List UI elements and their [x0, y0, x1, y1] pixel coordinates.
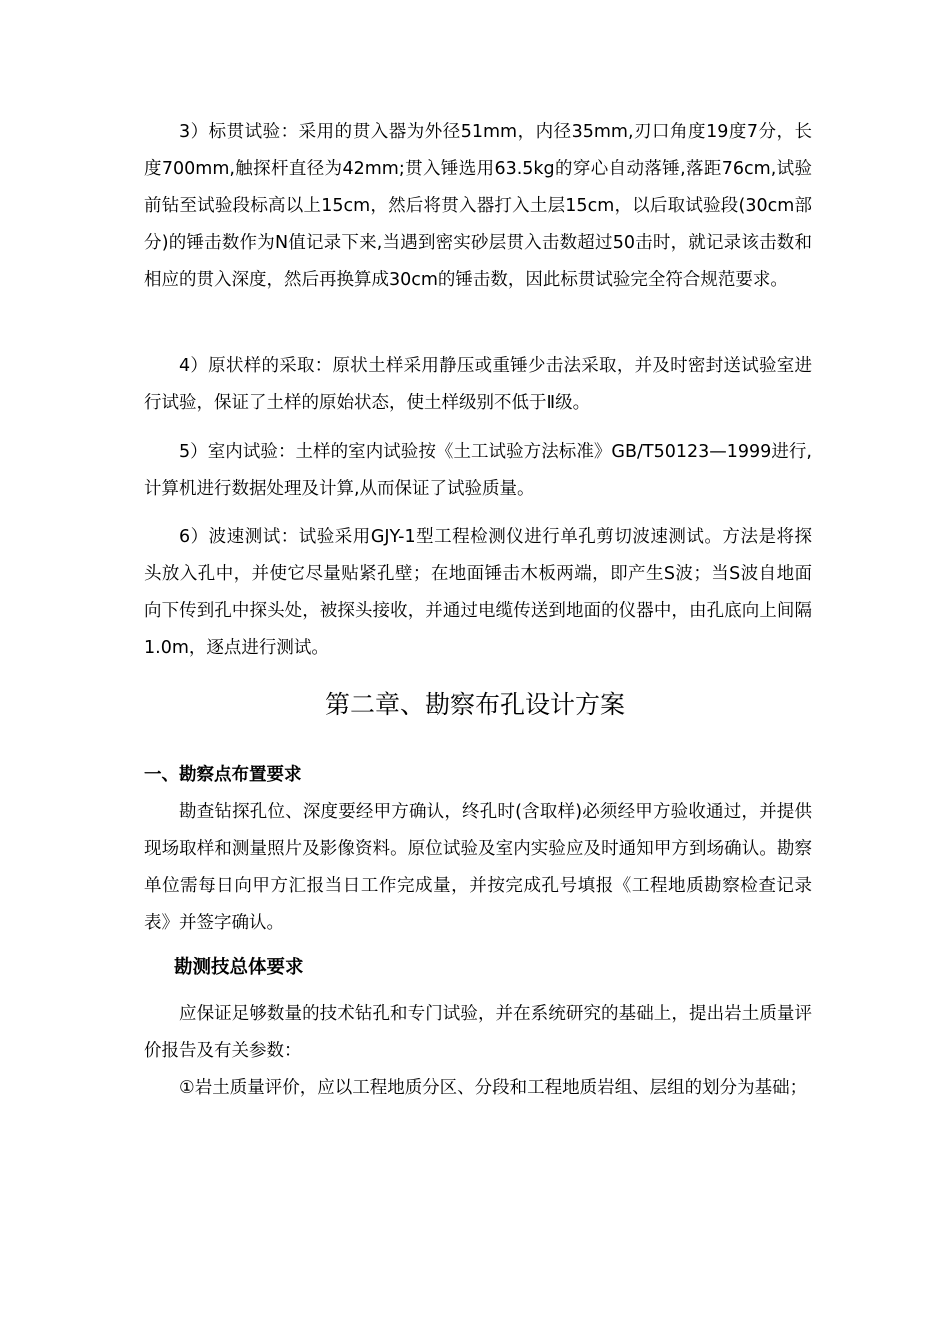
paragraph-requirements-intro: 应保证足够数量的技术钻孔和专门试验，并在系统研究的基础上，提出岩土质量评价报告及有关参数：: [144, 1004, 812, 1061]
paragraph-spt-test: 3）标贯试验：采用的贯入器为外径51mm，内径35mm,刃口角度19度7分，长度700mm,触探杆直径为42mm;贯入锤选用63.5kg的穿心自动落锤,落距76cm,试验前钻至试验段标高以上15cm，然后将贯入器打入土层15cm，以后取试验段(30cm部分)的锤击数作为N值记录下来,当遇到密实砂层贯入击数超过50击时，就记录该击数和相应的贯入深度，然后再换算成30cm的锤击数，因此标贯试验完全符合规范要求。: [144, 122, 812, 290]
paragraph-requirement-item-1: ①岩土质量评价，应以工程地质分区、分段和工程地质岩组、层组的划分为基础；: [179, 1078, 808, 1098]
paragraph-lab-test: 5）室内试验：土样的室内试验按《土工试验方法标准》GB/T50123—1999进行,计算机进行数据处理及计算,从而保证了试验质量。: [144, 442, 812, 499]
paragraph-undisturbed-sampling: 4）原状样的采取：原状土样采用静压或重锤少击法采取，并及时密封送试验室进行试验，保证了土样的原始状态，使土样级别不低于Ⅱ级。: [144, 356, 812, 413]
paragraph-survey-points-body: 勘查钻探孔位、深度要经甲方确认，终孔时(含取样)必须经甲方验收通过，并提供现场取样和测量照片及影像资料。原位试验及室内实验应及时通知甲方到场确认。勘察单位需每日向甲方汇报当日工作完成量，并按完成孔号填报《工程地质勘察检查记录表》并签字确认。: [144, 802, 812, 933]
chapter-title: 第二章、勘察布孔设计方案: [324, 690, 625, 719]
paragraph-wave-velocity-test: 6）波速测试：试验采用GJY-1型工程检测仪进行单孔剪切波速测试。方法是将探头放入孔中，并使它尽量贴紧孔壁；在地面锤击木板两端，即产生S波；当S波自地面向下传到孔中探头处，被探头接收，并通过电缆传送到地面的仪器中，由孔底向上间隔1.0m，逐点进行测试。: [144, 527, 812, 658]
section-heading-survey-points: 一、勘察点布置要求: [144, 765, 302, 785]
subheading-general-requirements: 勘测技总体要求: [174, 957, 304, 978]
